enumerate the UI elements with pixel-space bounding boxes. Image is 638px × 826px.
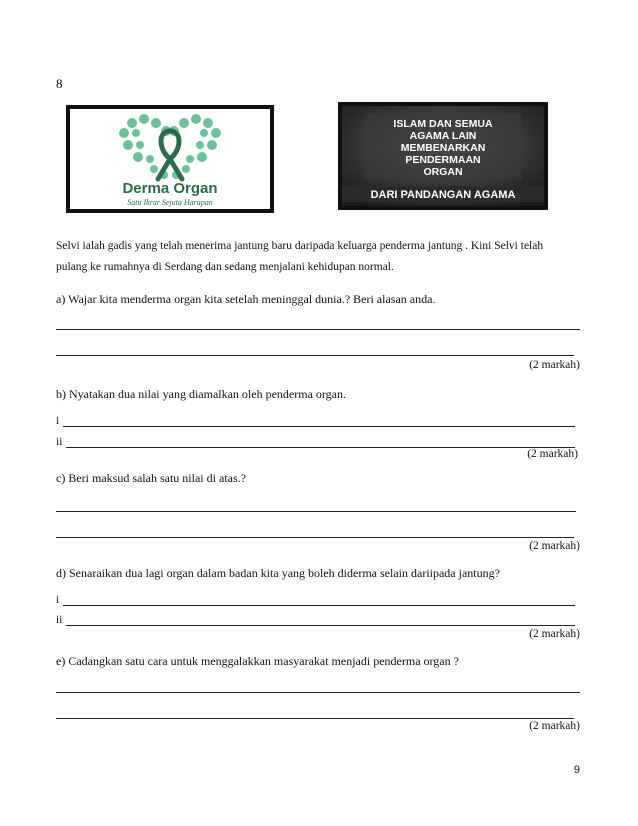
ribbon-heart-icon (70, 109, 270, 209)
banner-line-4: PENDERMAAN (405, 154, 481, 166)
answer-line (66, 625, 575, 626)
roman-ii: ii (56, 436, 63, 448)
marks-label: (2 markah) (529, 540, 580, 552)
marks-label: (2 markah) (529, 720, 580, 732)
question-c: c) Beri maksud salah satu nilai di atas.? (56, 471, 246, 485)
derma-organ-logo-image (66, 105, 274, 213)
roman-ii: ii (56, 614, 63, 626)
question-a: a) Wajar kita menderma organ kita setelah meninggal dunia.? Beri alasan anda. (56, 292, 436, 306)
religion-organ-donation-image (338, 102, 548, 210)
roman-i: i (56, 415, 60, 427)
marks-label: (2 markah) (529, 628, 580, 640)
story-paragraph-line-1: Selvi ialah gadis yang telah menerima jantung baru daripada keluarga penderma jantung . Kini Selvi telah (56, 240, 544, 252)
answer-line (63, 426, 575, 427)
banner-line-5: ORGAN (423, 166, 463, 178)
question-number: 8 (56, 76, 63, 91)
banner-footer: DARI PANDANGAN AGAMA (370, 189, 516, 201)
answer-line (56, 718, 574, 719)
answer-line (66, 447, 575, 448)
question-e: e) Cadangkan satu cara untuk menggalakkan masyarakat menjadi penderma organ ? (56, 654, 459, 668)
marks-label: (2 markah) (527, 448, 578, 460)
story-paragraph-line-2: pulang ke rumahnya di Serdang dan sedang menjalani kehidupan normal. (56, 261, 394, 273)
answer-line (63, 605, 575, 606)
marks-label: (2 markah) (529, 359, 580, 371)
banner-line-3: MEMBENARKAN (400, 142, 486, 154)
logo-subtitle: Satu Ikrar Sejuta Harapan (127, 198, 213, 207)
answer-line (56, 537, 574, 538)
answer-line (56, 355, 574, 356)
answer-line (56, 511, 576, 512)
question-d: d) Senaraikan dua lagi organ dalam badan kita yang boleh diderma selain dariipada jantung? (56, 566, 500, 580)
answer-line (56, 692, 580, 693)
question-b: b) Nyatakan dua nilai yang diamalkan oleh penderma organ. (56, 387, 347, 401)
logo-title: Derma Organ (122, 180, 218, 197)
page-number: 9 (573, 764, 580, 776)
answer-line (56, 329, 580, 330)
roman-i: i (56, 594, 60, 606)
banner-line-1: ISLAM DAN SEMUA (393, 118, 493, 130)
banner-line-2: AGAMA LAIN (409, 130, 477, 142)
